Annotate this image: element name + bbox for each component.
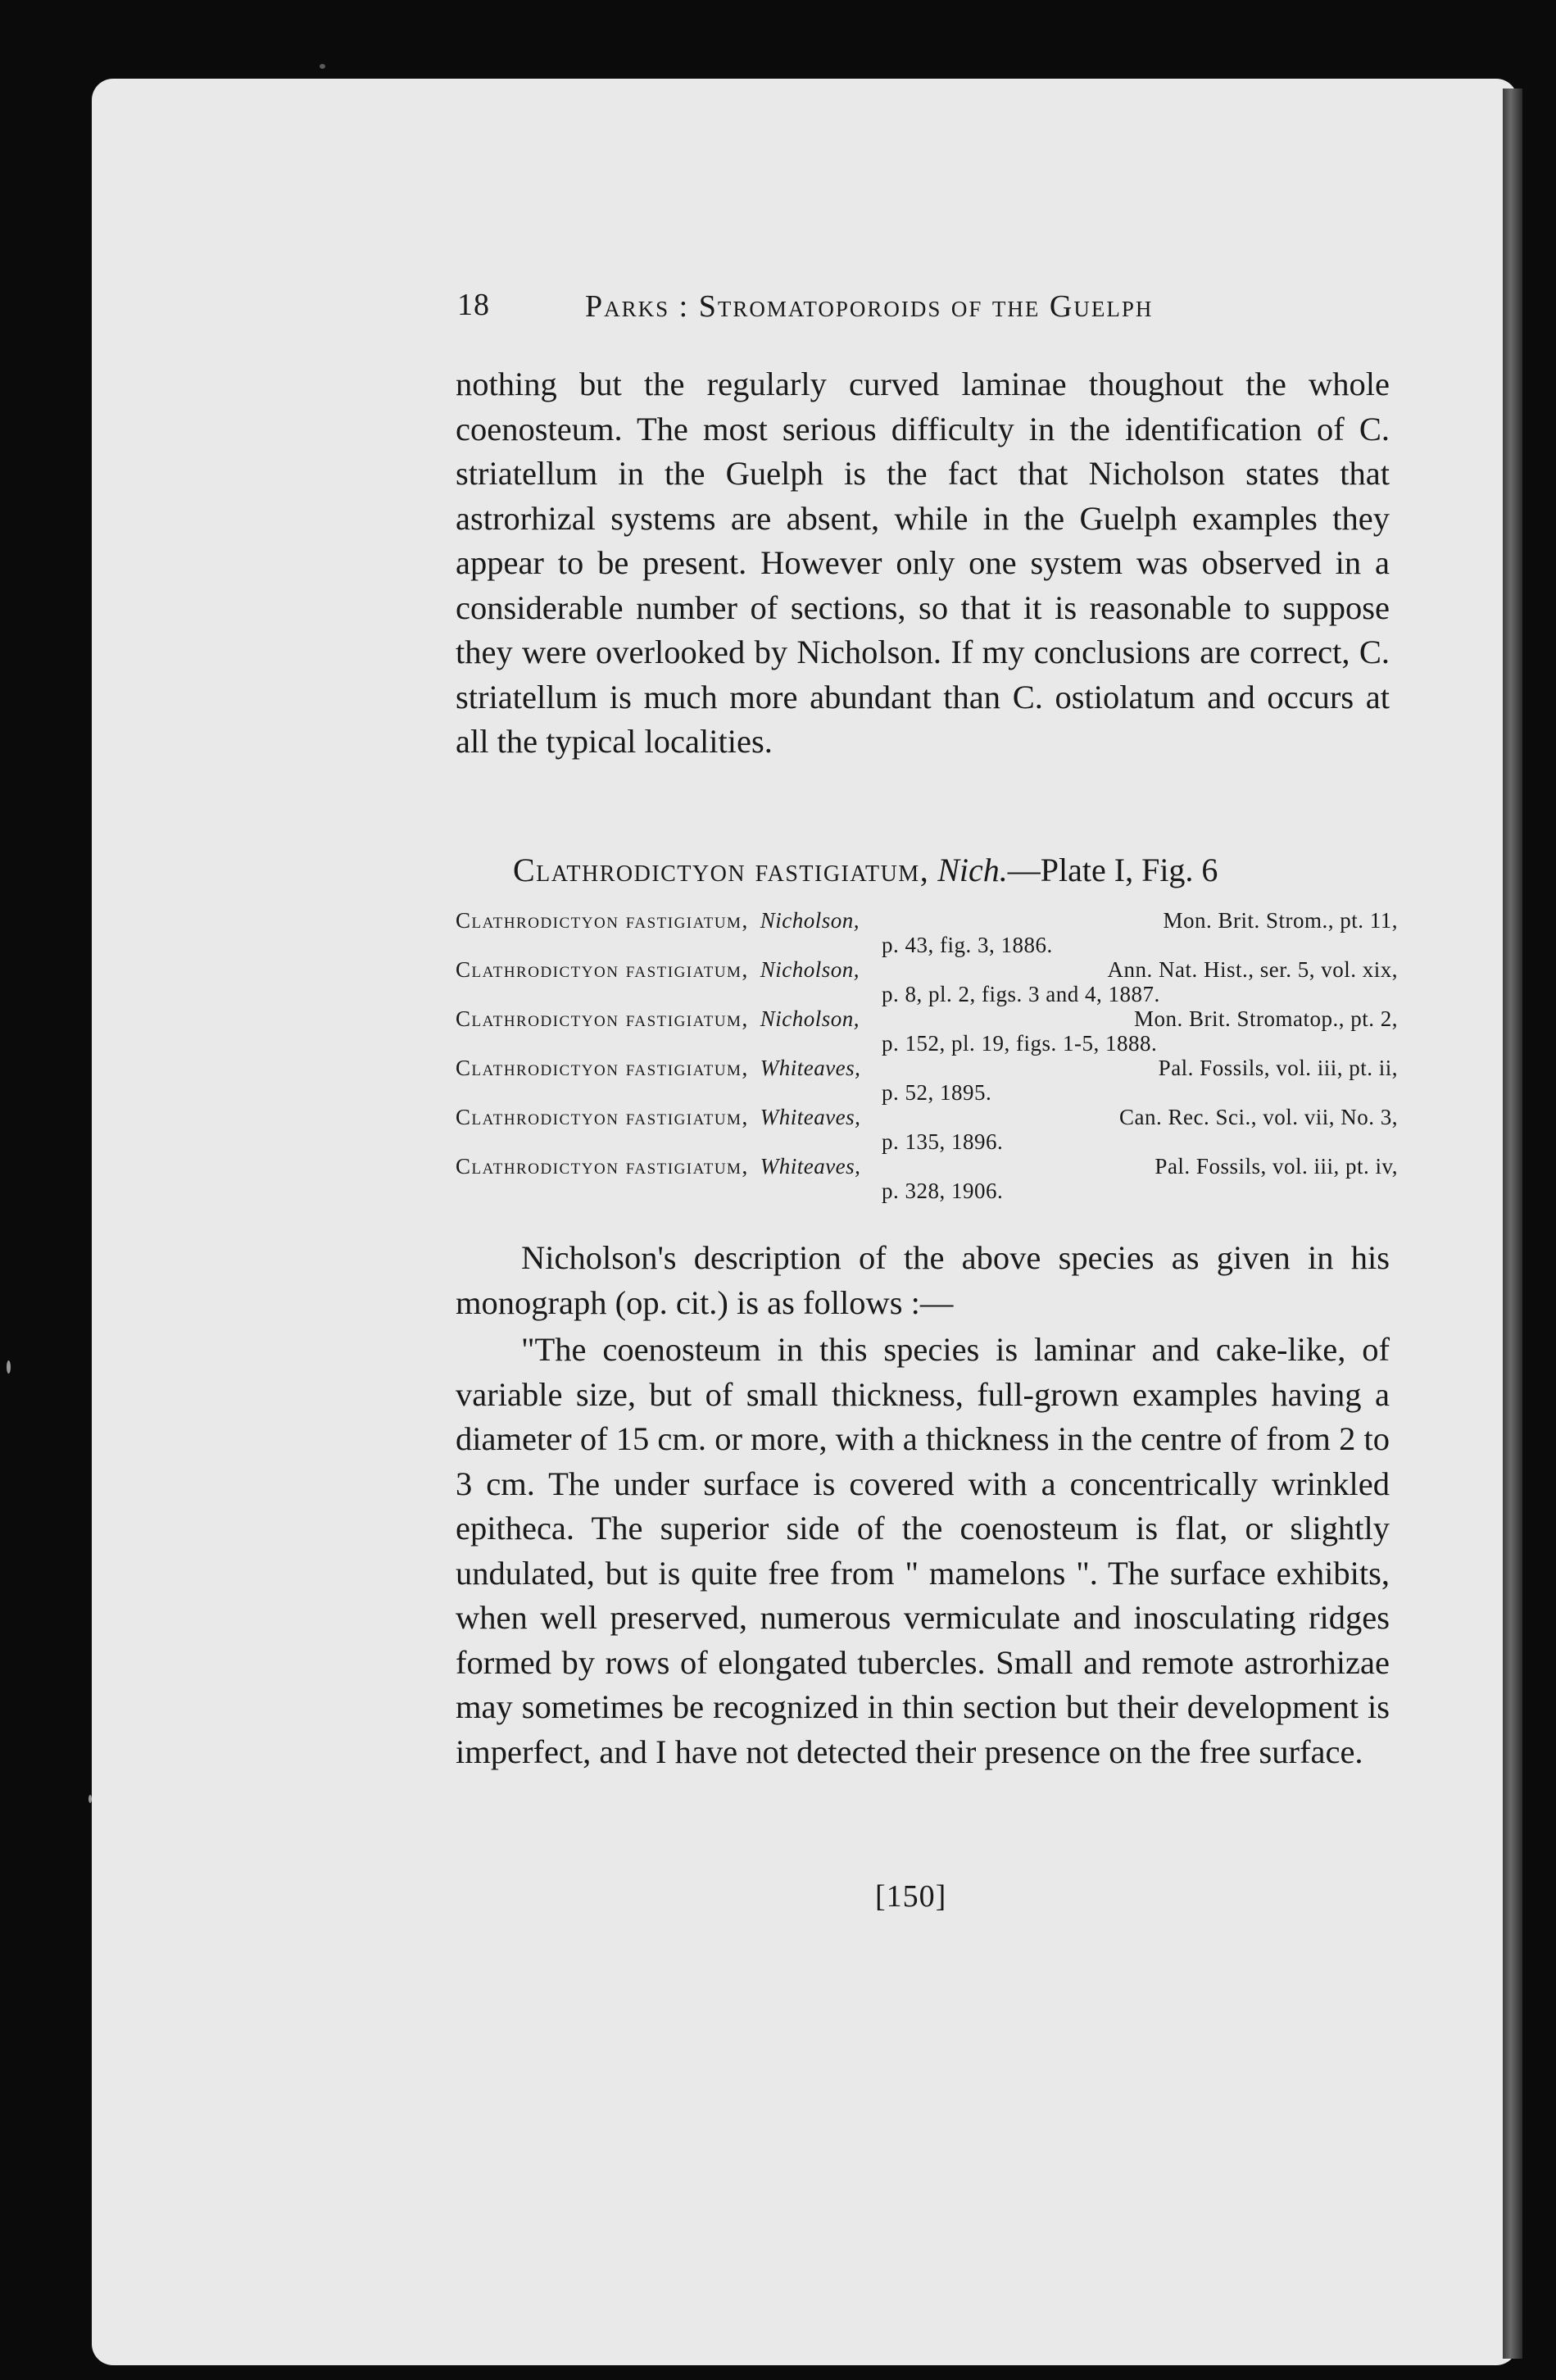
synonymy-author: Whiteaves, <box>760 1105 861 1129</box>
synonymy-reference: Ann. Nat. Hist., ser. 5, vol. xix, <box>1107 957 1398 982</box>
page-number: 18 <box>457 288 490 322</box>
synonymy-name: Clathrodictyon fastigiatum, <box>456 1154 749 1179</box>
synonymy-name: Clathrodictyon fastigiatum, <box>456 1056 749 1080</box>
running-header <box>365 287 1390 336</box>
synonymy-author: Nicholson, <box>760 1006 860 1031</box>
species-heading-plate: —Plate I, Fig. 6 <box>1007 852 1218 888</box>
species-heading-author: Nich. <box>937 852 1008 888</box>
synonymy-reference-cont: p. 328, 1906. <box>882 1179 1004 1203</box>
synonymy-entry <box>456 1006 1398 1056</box>
synonymy-author: Nicholson, <box>760 957 860 982</box>
folio-number: [150] <box>875 1879 947 1914</box>
synonymy-reference-cont: p. 8, pl. 2, figs. 3 and 4, 1887. <box>882 982 1160 1006</box>
paragraph-description-intro: Nicholson's description of the above species as given in his monograph (op. cit.) is as follows :— <box>456 1239 1390 1321</box>
synonymy-reference-cont: p. 135, 1896. <box>882 1129 1004 1154</box>
synonymy-reference: Mon. Brit. Stromatop., pt. 2, <box>1133 1006 1398 1031</box>
synonymy-reference: Can. Rec. Sci., vol. vii, No. 3, <box>1119 1105 1398 1129</box>
synonymy-entry <box>456 957 1398 1006</box>
synonymy-entry <box>456 908 1398 957</box>
synonymy-entry <box>456 1056 1398 1105</box>
synonymy-reference: Pal. Fossils, vol. iii, pt. iv, <box>1155 1154 1398 1179</box>
synonymy-author: Whiteaves, <box>760 1056 861 1080</box>
synonymy-author: Whiteaves, <box>760 1154 861 1179</box>
synonymy-reference-cont: p. 152, pl. 19, figs. 1-5, 1888. <box>882 1031 1158 1056</box>
synonymy-name: Clathrodictyon fastigiatum, <box>456 1006 749 1031</box>
synonymy-reference: Pal. Fossils, vol. iii, pt. ii, <box>1158 1056 1398 1080</box>
synonymy-reference: Mon. Brit. Strom., pt. 11, <box>1163 908 1398 933</box>
synonymy-name: Clathrodictyon fastigiatum, <box>456 957 749 982</box>
synonymy-name: Clathrodictyon fastigiatum, <box>456 908 749 933</box>
scan-speck <box>7 1360 11 1374</box>
synonymy-name: Clathrodictyon fastigiatum, <box>456 1105 749 1129</box>
running-title: Parks : Stromatoporoids of the Guelph <box>585 289 1154 324</box>
paragraph-intro: nothing but the regularly curved laminae thoughout the whole coenosteum. The most serious difficulty in the identification of C. striatellum in the Guelph is the fact that Nicholson states that astrorhizal systems are absent, while in the Guelph examples they appear to be present. However only one system was observed in a considerable number of sections, so that it is reasonable to suppose they were overlooked by Nicholson. If my conclusions are correct, C. striatellum is much more abundant than C. ostiolatum and occurs at all the typical localities. <box>456 366 1390 760</box>
synonymy-entry <box>456 1154 1398 1203</box>
page-edge <box>1503 89 1522 2359</box>
scan-speck <box>88 1795 92 1803</box>
synonymy-list <box>456 908 1398 1203</box>
species-heading-name: Clathrodictyon fastigiatum, <box>513 852 930 888</box>
synonymy-reference-cont: p. 43, fig. 3, 1886. <box>882 933 1053 957</box>
synonymy-entry <box>456 1105 1398 1154</box>
synonymy-author: Nicholson, <box>760 908 860 933</box>
paragraph-quoted-description: "The coenosteum in this species is laminar and cake-like, of variable size, but of small thickness, full-grown examples having a diameter of 15 cm. or more, with a thickness in the centre of from 2 to 3 cm. The under surface is covered with a concentrically wrinkled epitheca. The superior side of the coenosteum is flat, or slightly undulated, but is quite free from " mamelons ". The surface exhibits, when well preserved, numerous vermiculate and inosculating ridges formed by rows of elongated tubercles. Small and remote astrorhizae may sometimes be recognized in thin section but their development is imperfect, and I have not detected their presence on the free surface. <box>456 1331 1390 1770</box>
scan-speck <box>320 64 325 69</box>
synonymy-reference-cont: p. 52, 1895. <box>882 1080 992 1105</box>
species-heading <box>513 851 1373 889</box>
